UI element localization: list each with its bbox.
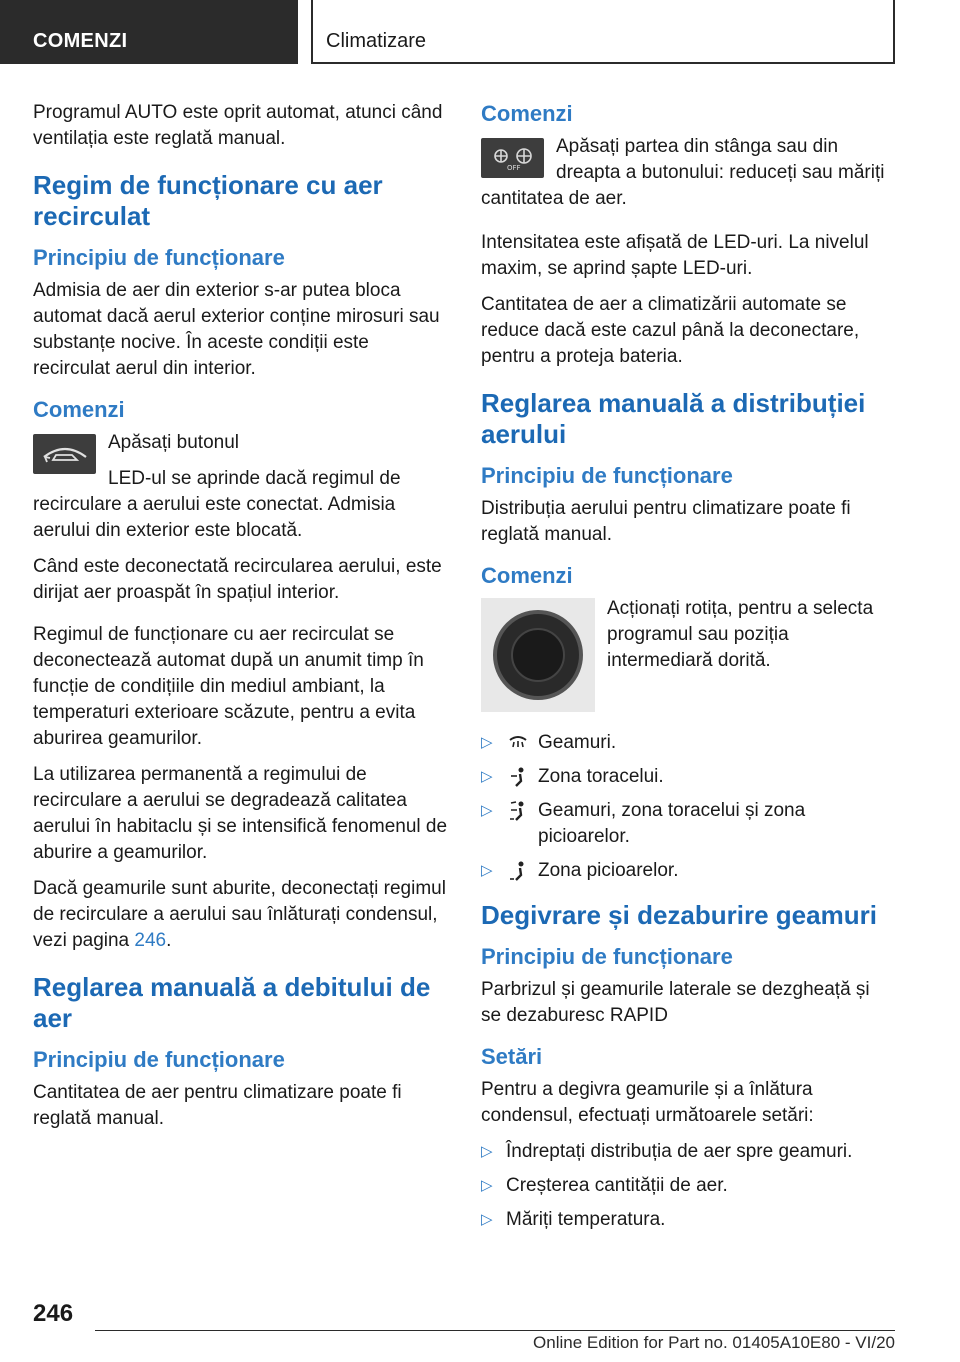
left-column <box>33 100 451 1142</box>
distribution-list <box>481 730 893 884</box>
list-item: ▷ Geamuri. <box>481 732 617 753</box>
permanent-use-text: La utilizarea permanentă a regimului de recirculare a aerului se degradează calitatea aerului în habitaclu și se intensifică fenomenul de aburire a geamurilor. <box>33 764 448 863</box>
heading-settings: Setări <box>481 1044 543 1069</box>
heading-principle: Principiu de funcționare <box>33 1047 285 1072</box>
distribution-knob-image <box>481 598 595 712</box>
list-item: ▷ Zona picioarelor. <box>481 860 679 881</box>
list-item: ▷ Măriți temperatura. <box>481 1209 666 1230</box>
settings-text: Pentru a degivra geamurile și a înlătura condensul, efectuați următoarele setări: <box>481 1079 814 1126</box>
battery-text: Cantitatea de aer a climatizării automate se reduce dacă este cazul până la deconectare, pentru a proteja bateria. <box>481 294 860 367</box>
heading-recirculation: Regim de funcționare cu aer recirculat <box>33 170 383 231</box>
list-item: ▷ Creșterea cantității de aer. <box>481 1175 728 1196</box>
principle-text: Distribuția aerului pentru climatizare poate fi reglată manual. <box>481 498 851 545</box>
upper-body-icon <box>507 766 529 788</box>
principle-text: Cantitatea de aer pentru climatizare poate fi reglată manual. <box>33 1082 402 1129</box>
heading-controls: Comenzi <box>481 563 573 588</box>
knob-center <box>511 628 565 682</box>
led-text: LED-ul se aprinde dacă regimul de recirculare a aerului este conectat. Admisia aerului din exterior este blocată. <box>33 468 401 541</box>
footwell-icon <box>507 860 529 882</box>
led-intensity-text: Intensitatea este afișată de LED-uri. La nivelul maxim, se aprind șapte LED-uri. <box>481 232 869 279</box>
heading-defrost: Degivrare și dezaburire geamuri <box>481 900 877 930</box>
footer-divider <box>95 1330 895 1331</box>
heading-distribution: Reglarea manuală a distribuției aerului <box>481 388 866 449</box>
fan-text: Apăsați partea din stânga sau din dreapta a butonului: reduceți sau măriți cantitatea de aer. <box>481 136 885 209</box>
page-number: 246 <box>33 1300 74 1327</box>
knob-ring <box>493 610 583 700</box>
list-item: ▷ Zona toracelui. <box>481 766 664 787</box>
press-button-text: Apăsați butonul <box>108 432 239 453</box>
footer-text: Online Edition for Part no. 01405A10E80 - VI/20 <box>533 1333 895 1352</box>
principle-text: Parbrizul și geamurile laterale se dezgheață și se dezaburesc RAPID <box>481 979 870 1026</box>
right-column <box>481 100 893 1241</box>
chapter-title: Climatizare <box>311 0 895 64</box>
settings-list <box>481 1139 893 1233</box>
svg-text:OFF: OFF <box>506 164 521 172</box>
heading-air-flow: Reglarea manuală a debitului de aer <box>33 972 431 1033</box>
principle-text: Admisia de aer din exterior s-ar putea bloca automat dacă aerul exterior conține mirosuri sau substanțe nocive. În aceste condiții este recirculat aerul din interior. <box>33 280 440 379</box>
fresh-air-text: Când este deconectată recircularea aerului, este dirijat aer proaspăt în spațiul interior. <box>33 556 442 603</box>
section-tab: COMENZI <box>0 0 298 64</box>
intro-text: Programul AUTO este oprit automat, atunci când ventilația este reglată manual. <box>33 102 443 149</box>
heading-principle: Principiu de funcționare <box>33 245 285 270</box>
heading-controls: Comenzi <box>481 101 573 126</box>
list-item: ▷ Geamuri, zona toracelui și zona picioarelor. <box>481 800 806 847</box>
page-reference-link[interactable]: 246 <box>134 930 167 951</box>
fogged-windows-text: Dacă geamurile sunt aburite, deconectați regimul de recirculare a aerului sau înlăturați condensul, vezi pagina 246. <box>33 878 446 951</box>
fan-button-icon <box>481 138 544 178</box>
auto-off-text: Regimul de funcționare cu aer recirculat se deconectează automat după un anumit timp în funcție de condițiile din mediul ambiant, la temperaturi exterioare scăzute, pentru a evita aburirea geamurilor. <box>33 624 424 749</box>
list-item: ▷ Îndreptați distribuția de aer spre geamuri. <box>481 1141 853 1162</box>
knob-text: Acționați rotița, pentru a selecta programul sau poziția intermediară dorită. <box>607 598 874 671</box>
heading-principle: Principiu de funcționare <box>481 944 733 969</box>
windshield-icon <box>507 732 529 754</box>
heading-controls: Comenzi <box>33 397 125 422</box>
heading-principle: Principiu de funcționare <box>481 463 733 488</box>
recirculation-button-icon <box>33 434 96 474</box>
all-zones-icon <box>507 800 529 822</box>
